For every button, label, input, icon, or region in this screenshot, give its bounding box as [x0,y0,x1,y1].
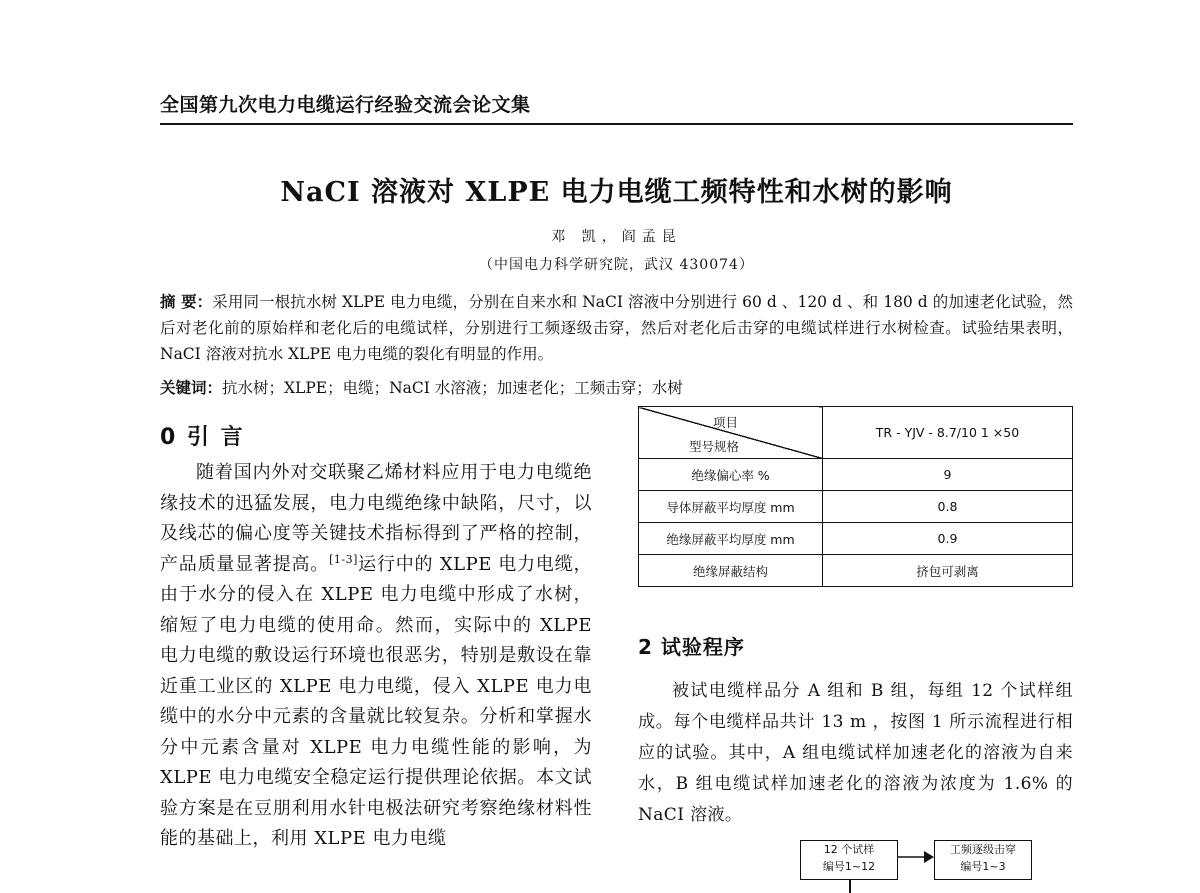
header-model: 型号规格 [689,439,740,454]
cable-spec-table [638,406,1073,587]
keywords-text: 抗水树；XLPE；电缆；NaCI 水溶液；加速老化；工频击穿；水树 [222,379,683,397]
box-breakdown-line-2: 编号1~3 [960,860,1006,873]
section-0-text-1: 随着国内外对交联聚乙烯材料应用于电力电缆绝缘技术的迅猛发展，电力电缆绝缘中缺陷，尺寸，以及线芯的偏心度等关键技术指标得到了严格的控制，产品质量显著提高。 [160,462,592,575]
table-header-row [639,407,1073,459]
keywords [160,375,1073,401]
flowchart-box-breakdown [934,840,1032,880]
flowchart-connector [849,879,851,893]
section-0-title: 0 引 言 [160,425,245,450]
affiliation: （中国电力科学研究院，武汉 430074） [479,257,754,273]
keywords-label: 关键词： [160,379,223,397]
running-header: 全国第九次电力电缆运行经验交流会论文集 [160,94,531,116]
box-samples-line-1: 12 个试样 [823,843,875,856]
header-item: 项目 [713,415,739,430]
section-0-text-2: 运行中的 XLPE 电力电缆，由于水分的侵入在 XLPE 电力电缆中形成了水树，缩短了电力电缆的使用命。然而，实际中的 XLPE 电力电缆的敷设运行环境也很恶劣，特别是敷设在靠近重工业区的 XLPE 电力电缆，侵入 XLPE 电力电缆中的水分中元素的含量就比较复杂。分析和掌握水分中元素含量对 XLPE 电力电缆性能的影响，为 XLPE 电力电缆安全稳定运行提供理论依据。本文试验方案是在豆朋利用水针电极法研究考察绝缘材料性能的基础上，利用 XLPE 电力电缆 [160,553,593,849]
section-2-title: 2 试验程序 [638,635,745,659]
header-rule [160,123,1073,125]
authors: 邓 凯，阎孟昆 [551,229,682,245]
abstract-text: 采用同一根抗水树 XLPE 电力电缆，分别在自来水和 NaCI 溶液中分别进行 60 d 、120 d 、和 180 d 的加速老化试验，然后对老化前的原始样和老化后的电缆试样，分别进行工频逐级击穿，然后对老化后击穿的电缆试样进行水树检查。试验结果表明，NaCI 溶液对抗水 XLPE 电力电缆的裂化有明显的作用。 [160,293,1073,363]
row-label: 导体屏蔽平均厚度 mm [639,491,823,523]
row-label: 绝缘屏蔽平均厚度 mm [639,523,823,555]
abstract-label: 摘 要： [160,293,213,311]
row-label: 绝缘屏蔽结构 [639,555,823,587]
citation: [1-3] [329,552,358,566]
row-label: 绝缘偏心率 % [639,459,823,491]
flowchart-arrow-icon [897,850,935,864]
row-value: 0.9 [823,523,1073,555]
header-value: TR - YJV - 8.7/10 1 ×50 [823,407,1073,459]
row-value: 挤包可剥离 [823,555,1073,587]
section-2-body: 被试电缆样品分 A 组和 B 组，每组 12 个试样组成。每个电缆样品共计 13 m ，按图 1 所示流程进行相应的试验。其中，A 组电缆试样加速老化的溶液为自来水，B 组电缆试样加速老化的溶液为浓度为 1.6% 的 NaCI 溶液。 [638,681,1073,825]
table-row [639,459,1073,491]
row-value: 0.8 [823,491,1073,523]
paper-title: NaCI 溶液对 XLPE 电力电缆工频特性和水树的影响 [280,177,953,208]
abstract [160,289,1073,367]
flowchart-box-samples [800,840,898,880]
table-row [639,523,1073,555]
row-value: 9 [823,459,1073,491]
table-row [639,555,1073,587]
box-breakdown-line-1: 工频逐级击穿 [950,843,1016,856]
box-samples-line-2: 编号1~12 [822,860,876,873]
table-row [639,491,1073,523]
section-0-body [160,458,592,855]
table-diagonal-header [639,407,823,459]
